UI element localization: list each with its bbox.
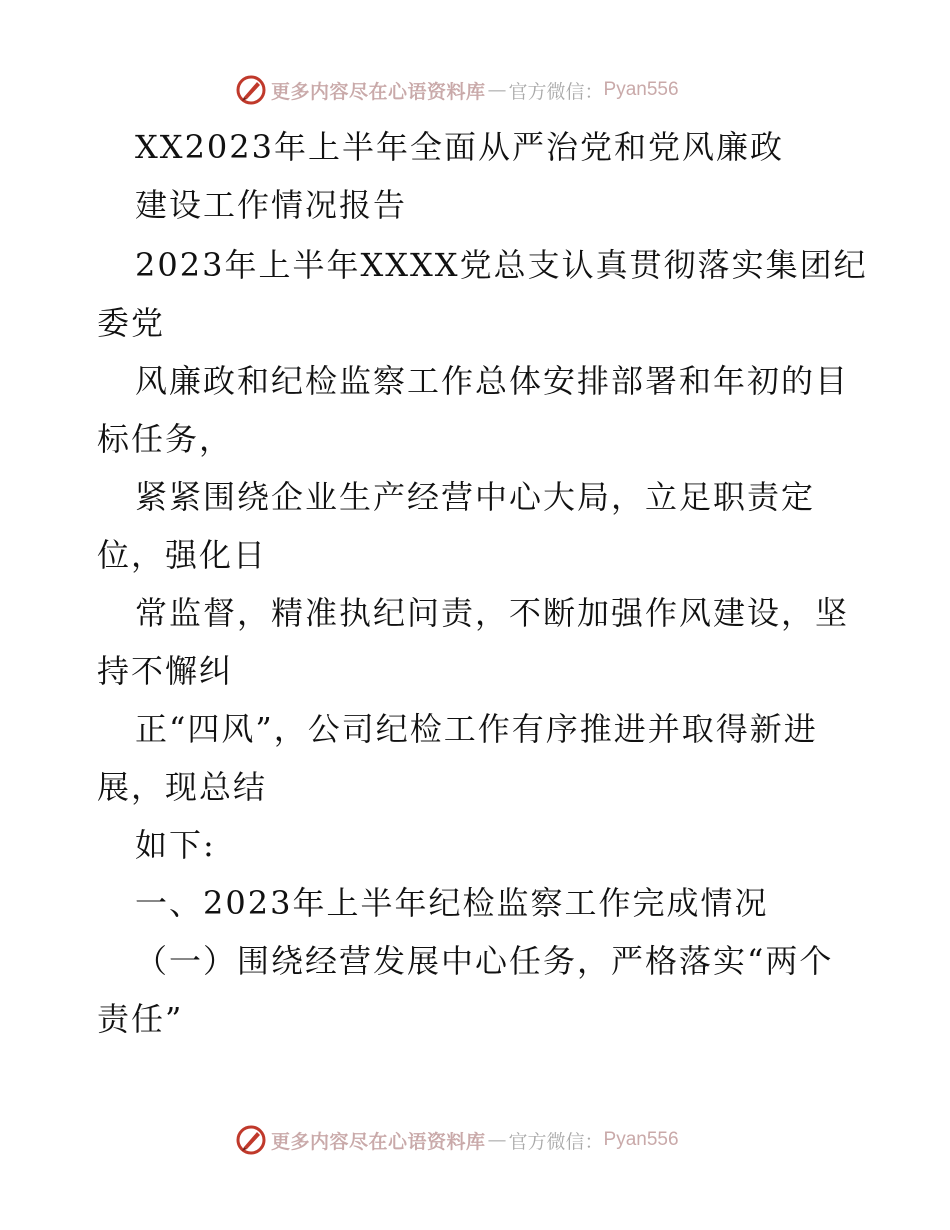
watermark-separator: — (487, 79, 507, 101)
watermark-site-text: 更多内容尽在心语资料库 (271, 1130, 486, 1153)
doc-title-line-1: XX2023年上半年全面从严治党和党风廉政 (135, 128, 785, 166)
watermark-site-text: 更多内容尽在心语资料库 (271, 80, 486, 103)
doc-subsection-heading: （一）围绕经营发展中心任务，严格落实“两个 (135, 942, 834, 980)
doc-paragraph-line: 位，强化日 (97, 536, 268, 574)
doc-paragraph-line: 如下: (135, 826, 216, 864)
watermark-wechat-label: 官方微信： (508, 80, 604, 103)
watermark-wechat-id: Pyan556 (603, 79, 679, 100)
doc-paragraph-line: 委党 (97, 304, 166, 342)
watermark-separator: — (487, 1129, 507, 1151)
pen-logo-icon (235, 1124, 267, 1156)
doc-paragraph-line: 持不懈纠 (97, 652, 234, 690)
doc-paragraph-line: 标任务， (97, 420, 234, 458)
doc-paragraph-line: 2023年上半年XXXX党总支认真贯彻落实集团纪 (135, 246, 868, 284)
watermark-footer (235, 1123, 679, 1157)
pen-logo-icon (235, 74, 267, 106)
doc-paragraph-line: 展，现总结 (97, 768, 268, 806)
doc-paragraph-line: 常监督，精准执纪问责，不断加强作风建设，坚 (135, 594, 850, 632)
watermark-header (235, 73, 679, 107)
doc-paragraph-line: 紧紧围绕企业生产经营中心大局，立足职责定 (135, 478, 816, 516)
watermark-wechat-id: Pyan556 (603, 1129, 679, 1150)
doc-title-line-2: 建设工作情况报告 (135, 186, 408, 224)
doc-subsection-heading-cont: 责任” (97, 1000, 184, 1038)
watermark-wechat-label: 官方微信： (508, 1130, 604, 1153)
doc-paragraph-line: 风廉政和纪检监察工作总体安排部署和年初的目 (135, 362, 850, 400)
doc-section-heading: 一、2023年上半年纪检监察工作完成情况 (135, 884, 769, 922)
doc-paragraph-line: 正“四风”，公司纪检工作有序推进并取得新进 (135, 710, 818, 748)
